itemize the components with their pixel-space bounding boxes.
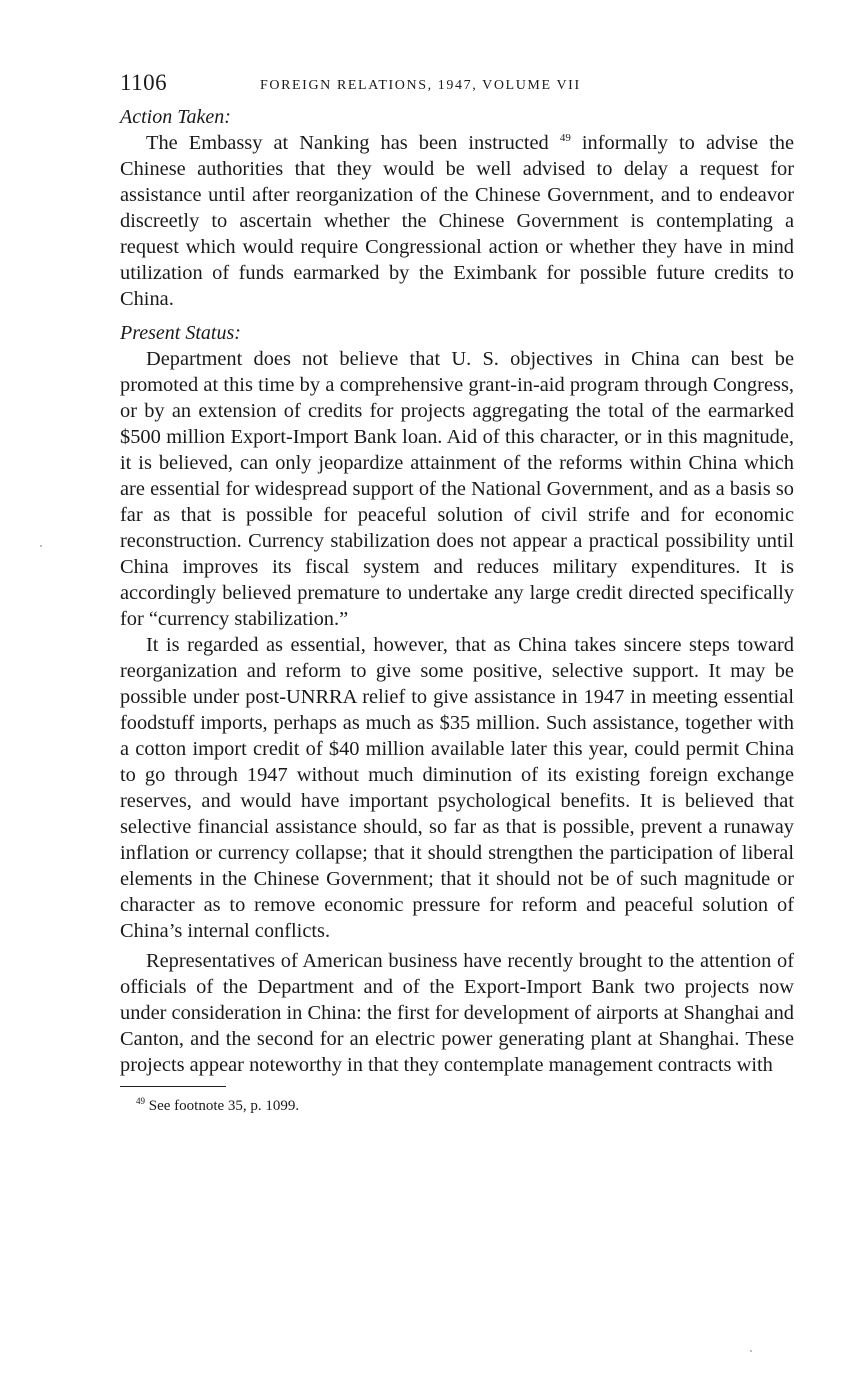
- footnote-divider: [120, 1086, 226, 1087]
- footnote-reference: 49: [559, 132, 571, 144]
- scan-speck: [750, 1350, 752, 1352]
- page-number: 1106: [120, 70, 168, 95]
- action-text-start: The Embassy at Nanking has been instructed: [146, 132, 560, 154]
- section-heading-present-status: Present Status:: [120, 322, 241, 344]
- footnote-number: 49: [136, 1096, 145, 1106]
- paragraph-status-2: It is regarded as essential, however, that as China takes sincere steps toward reorganization and reform to give some positive, selective support. It may be possible under post-UNRRA relief to give assistance in 1947 in meeting essential foodstuff imports, perhaps as much as $35 million. Such assistance, together with a cotton import credit of $40 million available later this year, could permit China to go through 1947 without much diminution of its existing foreign exchange reserves, and would have important psychological benefits. It is believed that selective financial assistance should, so far as that is possible, prevent a runaway inflation or currency collapse; that it should strengthen the participation of liberal elements in the Chinese Government; that it should not be of such magnitude or character as to remove economic pressure for reform and peaceful solution of China’s internal conflicts.: [120, 634, 794, 942]
- document-page: [120, 70, 794, 1132]
- paragraph-action-taken: [120, 130, 794, 312]
- running-head: [120, 70, 794, 104]
- footnote-text: See footnote 35, p. 1099.: [145, 1098, 300, 1114]
- paragraph-status-1: Department does not believe that U. S. objectives in China can best be promoted at this time by a comprehensive grant-in-aid program through Congress, or by an extension of credits for projects aggregating the total of the earmarked $500 million Export-Import Bank loan. Aid of this character, or in this magnitude, it is believed, can only jeopardize attainment of the reforms within China which are essential for widespread support of the National Government, and as a basis so far as that is possible for peaceful solution of civil strife and for economic reconstruction. Currency stabilization does not appear a practical possibility until China improves its fiscal system and reduces military expenditures. It is accordingly believed premature to undertake any large credit directed specifically for “currency stabilization.”: [120, 348, 794, 630]
- action-text-end: informally to advise the Chinese authorities that they would be well advised to delay a request for assistance until after reorganization of the Chinese Government, and to endeavor discreetly to ascertain whether the Chinese Government is contemplating a request which would require Congressional action or whether they have in mind utilization of funds earmarked by the Eximbank for possible future credits to China.: [120, 132, 795, 310]
- paragraph-status-3: Representatives of American business have recently brought to the attention of officials of the Department and of the Export-Import Bank two projects now under consideration in China: the first for development of airports at Shanghai and Canton, and the second for an electric power generating plant at Shanghai. These projects appear noteworthy in that they contemplate management contracts with: [120, 950, 794, 1076]
- running-title: FOREIGN RELATIONS, 1947, VOLUME VII: [260, 78, 581, 93]
- section-heading-action-taken: Action Taken:: [120, 106, 231, 128]
- footnote: [120, 1095, 794, 1117]
- scan-speck: [40, 545, 42, 547]
